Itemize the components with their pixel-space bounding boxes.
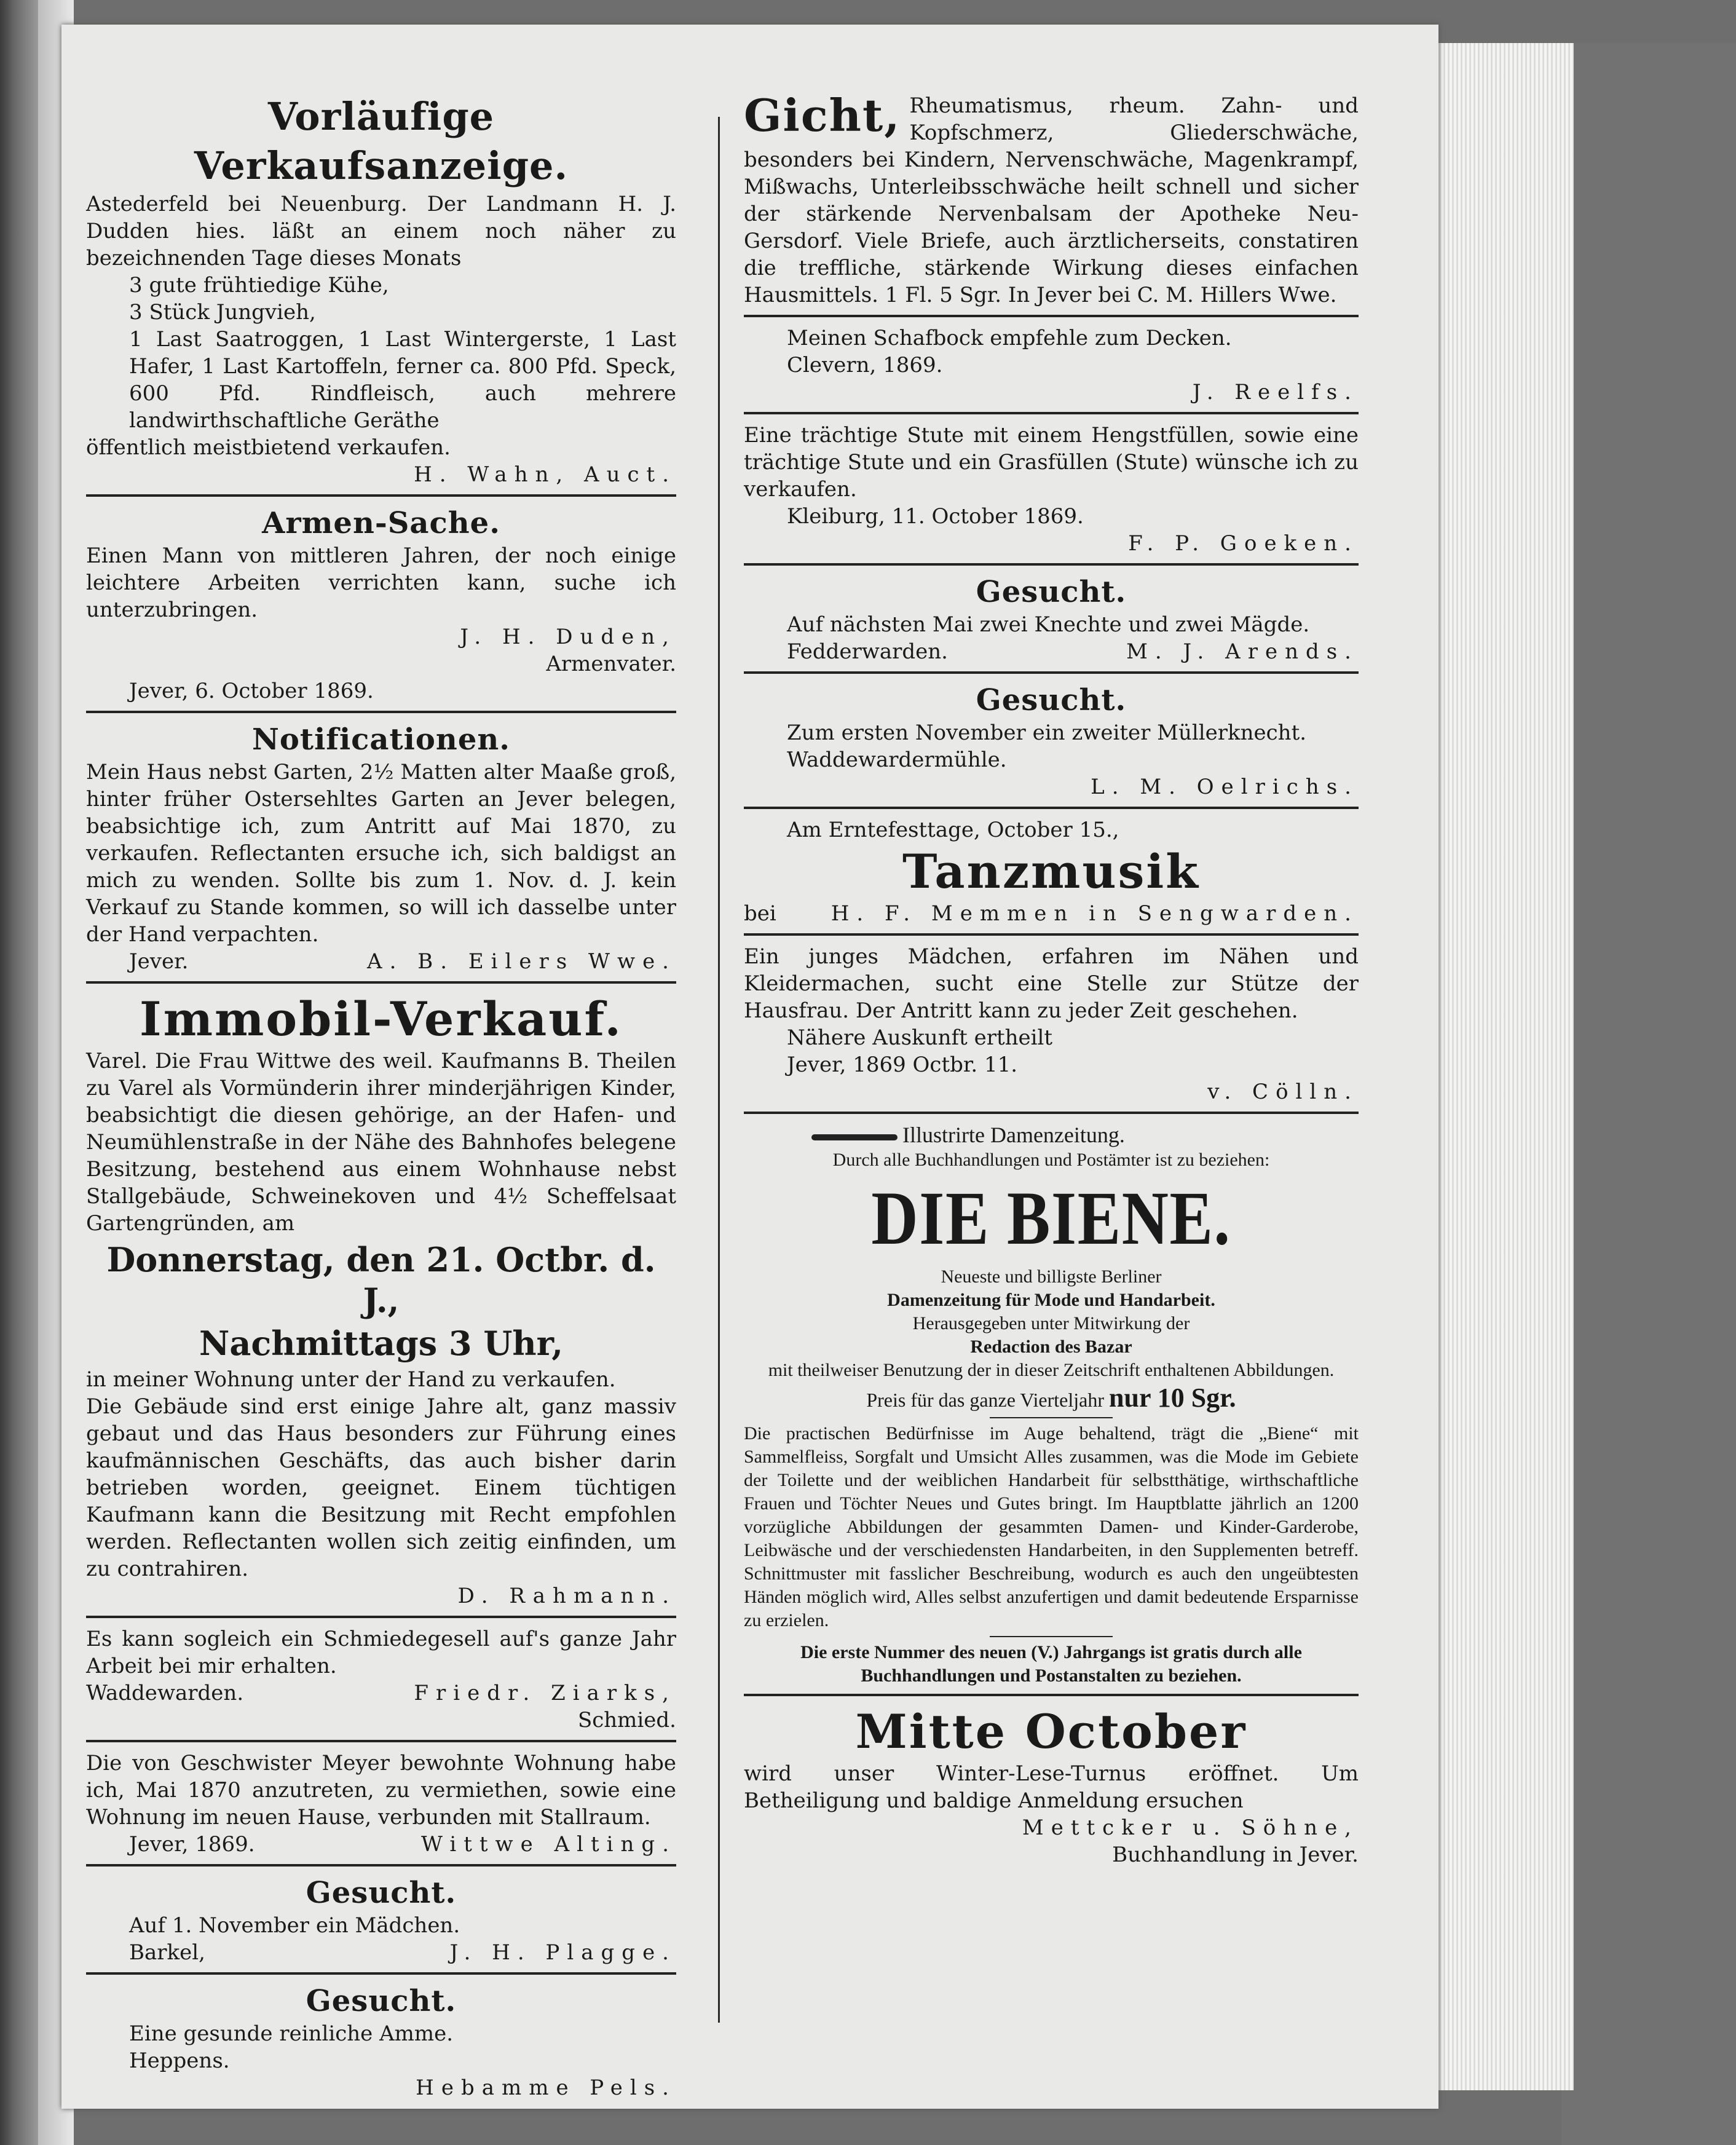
ad-time-line: Nachmittags 3 Uhr, [199,1324,564,1363]
ad-line-2: Damenzeitung für Mode und Handarbeit. [887,1290,1215,1310]
ad-item: 3 Stück Jungvieh, [129,300,316,325]
page-stack-edges [1432,43,1574,2090]
ad-signature: v. Cölln. [1207,1080,1359,1104]
ad-place: Waddewarden. [86,1681,244,1705]
ad-wohnung [86,1750,676,1858]
column-divider [718,117,720,2023]
ad-footer: Die erste Nummer des neuen (V.) Jahrgangs ist gratis durch alle Buchhandlungen und Postanstalten zu beziehen. [800,1642,1302,1686]
rule [86,1616,676,1618]
ad-body-3: Die Gebäude sind erst einige Jahre alt, ganz massiv gebaut und das Haus besonders zur Führung eines kaufmännischen Geschäfts, das auch bisher darin betrieben worden, geeignet. Einem tüchtigen Kaufmann kann die Besitzung mit Recht empfohlen werden. Reflectanten wollen sich zeitig einfinden, um zu contrahiren. [86,1394,676,1581]
ad-armen-sache [86,504,676,705]
ad-junges-maedchen [744,943,1359,1105]
rule [86,1740,676,1742]
rule [86,1972,676,1975]
ad-body: Die von Geschwister Meyer bewohnte Wohnung habe ich, Mai 1870 anzutreten, zu vermiethen, sowie eine Wohnung im neuen Hause, verbunden mit Stallraum. [86,1751,676,1830]
ad-header-text: Illustrirte Damenzeitung. [902,1123,1125,1147]
ad-header [811,1121,1359,1148]
book-cover-board [1561,43,1736,2145]
ad-body: Eine gesunde reinliche Amme. [129,2021,454,2046]
ad-signature: H. Wahn, Auct. [414,462,676,487]
rule [990,1636,1113,1637]
ad-signature: J. H. Duden, [460,625,676,649]
ad-gicht [744,89,1359,309]
ad-gesucht-amme [86,1982,676,2101]
ad-signature: Wittwe Alting. [420,1832,676,1857]
ad-place: Barkel, [129,1940,205,1965]
ad-body: Auf 1. November ein Mädchen. [129,1913,460,1938]
ad-title: Gicht, [744,89,901,141]
ad-title: Gesucht. [976,683,1127,717]
ad-signature: M. J. Arends. [1126,639,1359,664]
ad-title: DIE BIENE. [871,1176,1231,1260]
ad-place: Jever, 1869. [129,1832,255,1857]
decorative-bar [811,1134,898,1140]
ad-title: Immobil-Verkauf. [140,992,623,1046]
rule [744,807,1359,809]
ad-tanzmusik [744,816,1359,927]
ad-body: Mein Haus nebst Garten, 2½ Matten alter Maaße groß, hinter früher Ostersehltes Garten an Jever belegen, beabsichtige ich, zum Antritt auf Mai 1870, zu verkaufen. Reflectanten ersuche ich, sich baldigst an mich zu wenden. Sollte bis zum 1. Nov. d. J. kein Verkauf zu Stande kommen, so will ich dasselbe unter der Hand verpachten. [86,760,676,947]
ad-line-4: Redaction des Bazar [970,1337,1132,1357]
ad-role: Armenvater. [546,652,676,676]
ad-body: Es kann sogleich ein Schmiedegesell auf's ganze Jahr Arbeit bei mir erhalten. [86,1627,676,1678]
ad-place: Fedderwarden. [787,639,948,664]
ad-place-date: Jever, 6. October 1869. [129,679,374,703]
ad-footer [744,638,1359,665]
right-column [744,89,1359,1868]
ad-item: 1 Last Saatroggen, 1 Last Wintergerste, 1 Last Hafer, 1 Last Kartoffeln, ferner ca. 800 Pfd. Speck, 600 Pfd. Rindfleisch, auch mehrere landwirthschaftliche Geräthe [129,327,676,433]
rule [990,1417,1113,1418]
ad-gesucht-knechte [744,573,1359,665]
rule [744,1694,1359,1696]
rule [744,671,1359,674]
ad-body: Meinen Schafbock empfehle zum Decken. [787,326,1232,350]
ad-schmiedegesell [86,1626,676,1734]
ad-place: Heppens. [129,2048,230,2073]
ad-role: Buchhandlung in Jever. [1112,1843,1359,1867]
ad-signature: A. B. Eilers Wwe. [367,949,676,974]
ad-verkaufsanzeige [86,92,676,488]
ad-footer [86,1939,676,1966]
rule [86,1864,676,1867]
ad-body: Ein junges Mädchen, erfahren im Nähen und Kleidermachen, sucht eine Stelle zur Stütze der Hausfrau. Der Antritt kann zu jeder Zeit geschehen. [744,944,1359,1023]
ad-place: Kleiburg, 11. October 1869. [787,504,1084,529]
ad-info: Nähere Auskunft ertheilt [787,1025,1053,1050]
ad-body-2: in meiner Wohnung unter der Hand zu verkaufen. [86,1367,616,1392]
ad-body: Einen Mann von mittleren Jahren, der noch einige leichtere Arbeiten verrichten kann, suche ich unterzubringen. [86,543,676,622]
ad-price [744,1385,1359,1413]
price-value: nur 10 Sgr. [1109,1383,1236,1413]
ad-schafbock [744,325,1359,406]
rule [86,494,676,497]
ad-footer [744,900,1359,927]
price-text: Preis für das ganze Vierteljahr [866,1389,1105,1411]
ad-die-biene [744,1121,1359,1688]
ad-signature: F. P. Goeken. [1128,531,1359,556]
ad-signature: L. M. Oelrichs. [1091,775,1359,799]
ad-footer [86,1831,676,1858]
left-column [86,92,676,2101]
ad-title: Gesucht. [306,1876,457,1910]
ad-title: Armen-Sache. [262,506,500,540]
rule [744,1112,1359,1114]
ad-title: Vorläufige Verkaufsanzeige. [194,94,569,188]
ad-prefix: bei [744,901,776,926]
ad-host: H. F. Memmen in Sengwarden. [831,901,1359,926]
ad-body: wird unser Winter-Lese-Turnus eröffnet. Um Betheiligung und baldige Anmeldung ersuchen [744,1761,1359,1813]
ad-title: Gesucht. [306,1984,457,2018]
ad-item: 3 gute frühtiedige Kühe, [129,273,389,298]
ad-signature: J. Reelfs. [1192,380,1359,405]
ad-immobil-verkauf [86,991,676,1610]
rule [86,981,676,984]
ad-signature: D. Rahmann. [457,1584,676,1608]
ad-gesucht-maedchen [86,1874,676,1966]
ad-place: Jever, 1869 Octbr. 11. [787,1053,1018,1077]
ad-title: Notificationen. [252,722,510,757]
ad-mitte-october [744,1704,1359,1868]
ad-place: Clevern, 1869. [787,353,943,377]
ad-title: Tanzmusik [902,844,1200,899]
previous-page-edge [0,0,38,2145]
ad-body: Auf nächsten Mai zwei Knechte und zwei Mägde. [787,612,1310,637]
ad-body: Zum ersten November ein zweiter Müllerknecht. [787,721,1307,745]
ad-intro: Am Erntefesttage, October 15., [787,818,1119,842]
ad-notificationen [86,721,676,975]
ad-footer [86,948,676,975]
ad-place: Waddewardermühle. [787,748,1007,772]
rule [86,711,676,713]
ad-line-1: Neueste und billigste Berliner [941,1266,1162,1287]
rule [744,315,1359,317]
ad-body: Rheumatismus, rheum. Zahn- und Kopfschmerz, Gliederschwäche, besonders bei Kindern, Nervenschwäche, Magenkrampf, Mißwachs, Unterleibsschwäche heilt schnell und sicher der stärkende Nervenbalsam der Apotheke Neu-Gersdorf. Viele Briefe, auch ärztlicherseits, constatiren die treffliche, stärkende Wirkung dieses einfachen Hausmittels. 1 Fl. 5 Sgr. In Jever bei C. M. Hillers Wwe. [744,93,1359,307]
ad-signature: Hebamme Pels. [416,2076,676,2100]
ad-gesucht-muellerknecht [744,681,1359,800]
rule [744,412,1359,414]
ad-line-5: mit theilweiser Benutzung der in dieser Zeitschrift enthaltenen Abbildungen. [768,1360,1335,1380]
ad-sub: Durch alle Buchhandlungen und Postämter ist zu beziehen: [832,1150,1270,1170]
ad-role: Schmied. [577,1708,676,1732]
ad-body: Die practischen Bedürfnisse im Auge behaltend, trägt die „Biene“ mit Sammelfleiss, Sorgfalt und Umsicht Alles zusammen, was die Mode im Gebiete der Toilette und der weiblichen Handarbeit für selbstthätige, wirthschaftliche Frauen und Töchter Neues und Gutes bringt. Im Hauptblatte jährlich an 1200 vorzügliche Abbildungen der gesammten Damen- und Kinder-Garderobe, Leibwäsche und der verschiedensten Handarbeiten, in den Supplementen betreff. Schnittmuster mit fasslicher Beschreibung, wodurch es auch den ungeübtesten Händen möglich wird, Alles selbst anzufertigen und damit bedeutende Ersparnisse zu erzielen. [744,1423,1359,1630]
ad-signature: J. H. Plagge. [449,1940,676,1965]
ad-place: Jever. [129,949,189,974]
ad-title: Mitte October [855,1704,1247,1759]
ad-body: Astederfeld bei Neuenburg. Der Landmann H. J. Dudden hies. läßt an einem noch näher zu bezeichnenden Tage dieses Monats [86,192,676,271]
ad-stute [744,422,1359,557]
rule [744,563,1359,566]
ad-line-3: Herausgegeben unter Mitwirkung der [912,1313,1190,1333]
ad-signature: Mettcker u. Söhne, [1022,1815,1359,1840]
ad-closing: öffentlich meistbietend verkaufen. [86,435,451,460]
ad-title: Gesucht. [976,575,1127,609]
ad-body: Varel. Die Frau Wittwe des weil. Kaufmanns B. Theilen zu Varel als Vormünderin ihrer minderjährigen Kinder, beabsichtigt die diesen gehörige, an der Hafen- und Neumühlenstraße in der Nähe des Bahnhofes belegene Besitzung, bestehend aus einem Wohnhause nebst Stallgebäude, Schweinekoven und 4½ Scheffelsaat Gartengründen, am [86,1049,676,1236]
rule [744,933,1359,936]
ad-date-line: Donnerstag, den 21. Octbr. d. J., [106,1240,656,1320]
ad-footer [86,1680,676,1707]
ad-signature: Friedr. Ziarks, [414,1681,676,1705]
ad-body: Eine trächtige Stute mit einem Hengstfüllen, sowie eine trächtige Stute und ein Grasfüllen (Stute) wünsche ich zu verkaufen. [744,423,1359,502]
